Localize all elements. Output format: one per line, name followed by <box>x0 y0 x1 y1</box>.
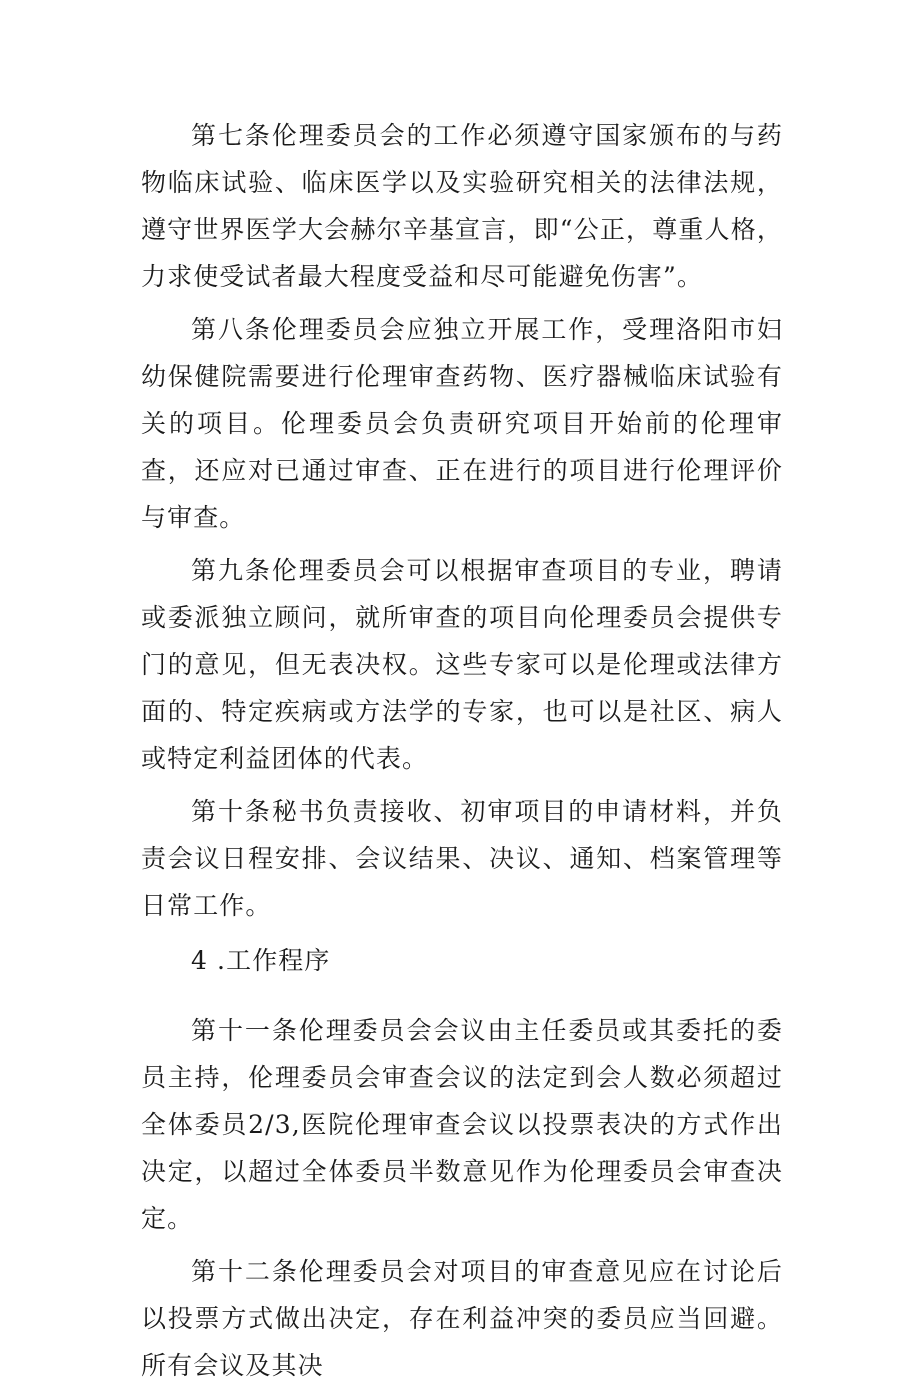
article-11-paragraph: 第十一条伦理委员会会议由主任委员或其委托的委员主持，伦理委员会审查会议的法定到会人数必须超过全体委员2/3,医院伦理审查会议以投票表决的方式作出决定，以超过全体委员半数意见作为伦理委员会审查决定。 <box>141 1016 783 1233</box>
article-10-paragraph: 第十条秘书负责接收、初审项目的申请材料，并负责会议日程安排、会议结果、决议、通知、档案管理等日常工作。 <box>141 797 783 920</box>
article-9-paragraph: 第九条伦理委员会可以根据审查项目的专业，聘请或委派独立顾问，就所审查的项目向伦理委员会提供专门的意见，但无表决权。这些专家可以是伦理或法律方面的、特定疾病或方法学的专家，也可以是社区、病人或特定利益团体的代表。 <box>141 556 783 773</box>
article-7-paragraph: 第七条伦理委员会的工作必须遵守国家颁布的与药物临床试验、临床医学以及实验研究相关的法律法规，遵守世界医学大会赫尔辛基宣言，即“公正，尊重人格，力求使受试者最大程度受益和尽可能避免伤害”。 <box>141 121 783 291</box>
section-heading: 4 .工作程序 <box>191 946 331 975</box>
document-body <box>141 112 783 1395</box>
article-8-paragraph: 第八条伦理委员会应独立开展工作，受理洛阳市妇幼保健院需要进行伦理审查药物、医疗器械临床试验有关的项目。伦理委员会负责研究项目开始前的伦理审查，还应对已通过审查、正在进行的项目进行伦理评价与审查。 <box>141 315 783 532</box>
article-12-paragraph: 第十二条伦理委员会对项目的审查意见应在讨论后以投票方式做出决定，存在利益冲突的委员应当回避。所有会议及其决 <box>141 1257 783 1380</box>
